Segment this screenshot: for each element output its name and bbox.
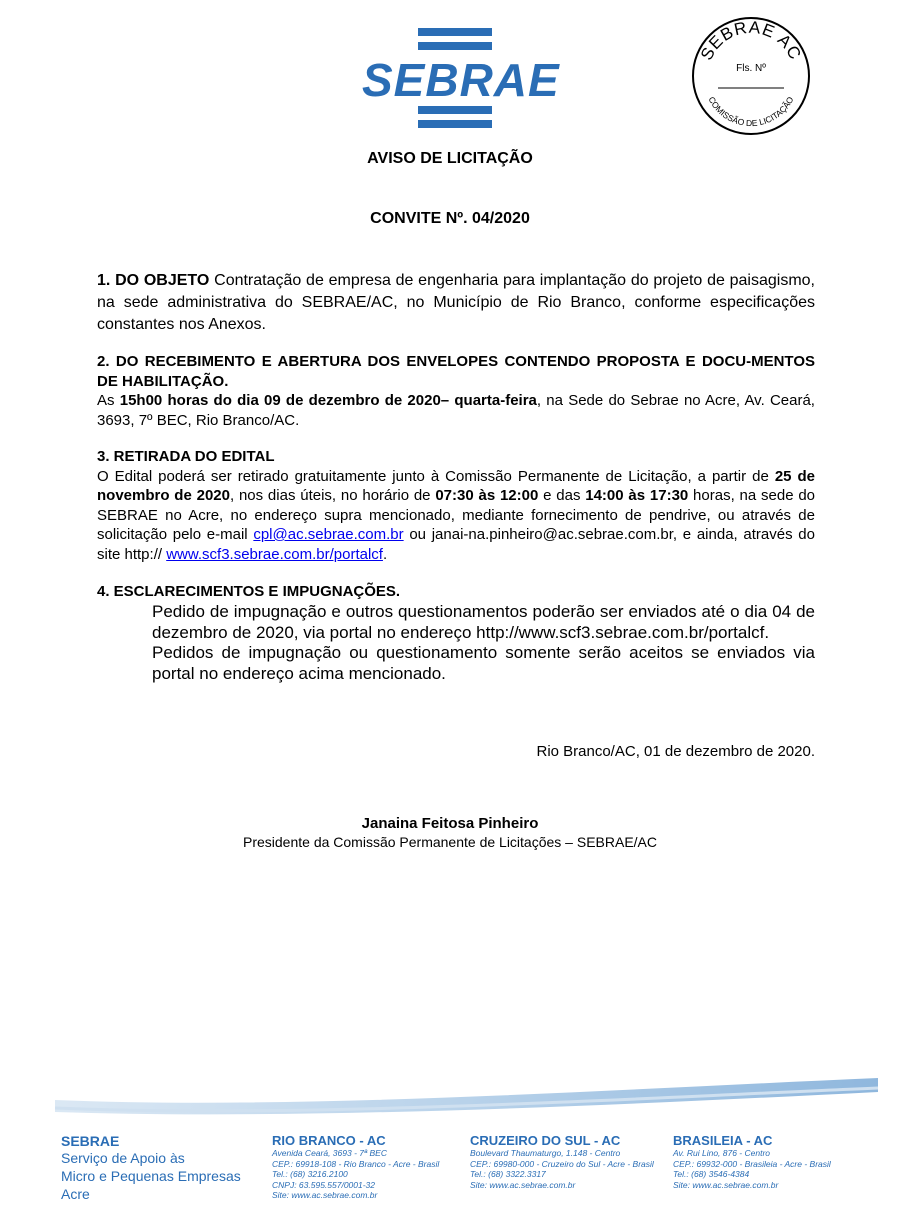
office-line: Boulevard Thaumaturgo, 1.148 - Centro bbox=[470, 1148, 621, 1158]
office-line: Av. Rui Lino, 876 - Centro bbox=[673, 1148, 771, 1158]
section-objeto bbox=[97, 270, 815, 336]
footer-office-rio-branco bbox=[272, 1133, 462, 1201]
section-retirada bbox=[97, 447, 815, 564]
text-span: , na Sede do Sebrae no Acre, Av. Ceará, 3693, 7º BEC, Rio Branco/AC. bbox=[97, 392, 815, 429]
page-title: AVISO DE LICITAÇÃO bbox=[367, 150, 533, 167]
logo-bar-top bbox=[418, 28, 492, 36]
text-span: As bbox=[97, 392, 120, 409]
logo-wordmark: SEBRAE bbox=[362, 54, 560, 106]
commission-stamp bbox=[690, 15, 812, 137]
footer-org-line: Acre bbox=[61, 1186, 90, 1202]
stamp-seal bbox=[690, 15, 812, 137]
text-span: . bbox=[382, 545, 388, 563]
logo-bar-3 bbox=[418, 106, 492, 114]
paragraph: Pedidos de impugnação ou questionamento somente serão aceitos se enviados via portal no endereço acima mencionado. bbox=[152, 643, 815, 683]
portal-link[interactable]: www.scf3.sebrae.com.br/portalcf bbox=[166, 545, 383, 563]
text-span: , nos dias úteis, no horário de bbox=[229, 487, 436, 504]
section-objeto-text: Contratação de empresa de engenharia para implantação do projeto de paisagismo, na sede administrativa do SEBRAE/AC, no Município de Rio Branco, conforme especificações constantes nos Anexos. bbox=[97, 272, 816, 333]
section-retirada-body bbox=[97, 467, 815, 565]
office-title: BRASILEIA - AC bbox=[673, 1133, 773, 1148]
stamp-top-text: SEBRAE AC bbox=[696, 17, 806, 64]
office-line: Tel.: (68) 3322.3317 bbox=[470, 1169, 546, 1179]
office-line: Avenida Ceará, 3693 - 7ª BEC bbox=[272, 1148, 387, 1158]
stamp-bottom-text: COMISSÃO DE LICITAÇÃO bbox=[706, 94, 796, 129]
bold-span: 15h00 horas do dia 09 de dezembro de 2020– quarta-feira bbox=[119, 392, 537, 409]
office-title: CRUZEIRO DO SUL - AC bbox=[470, 1133, 621, 1148]
paragraph: Pedido de impugnação e outros questionamentos poderão ser enviados até o dia 04 de dezembro de 2020, via portal no endereço http://www.scf3.sebrae.com.br/portalcf. bbox=[152, 602, 815, 642]
bold-span: 07:30 às 12:00 bbox=[435, 487, 539, 504]
footer-org bbox=[61, 1133, 261, 1203]
place-date: Rio Branco/AC, 01 de dezembro de 2020. bbox=[536, 743, 815, 760]
section-recebimento-heading: 2. DO RECEBIMENTO E ABERTURA DOS ENVELOPES CONTENDO PROPOSTA E DOCU-MENTOS DE HABILITAÇÃO. bbox=[97, 353, 815, 390]
section-esclarecimentos-heading bbox=[97, 582, 815, 602]
footer-org-title: SEBRAE bbox=[61, 1133, 120, 1149]
stamp-center-text: Fls. Nº bbox=[736, 63, 766, 74]
section-recebimento bbox=[97, 352, 815, 430]
text-span: e das bbox=[538, 487, 586, 504]
office-line: CEP.: 69918-108 - Rio Branco - Acre - Brasil bbox=[272, 1158, 440, 1169]
text-span: horas, na sede do SEBRAE no Acre, no endereço supra mencionado, mediante fornecimento de pendrive, ou através de solicitação pelo e-mail bbox=[97, 487, 816, 543]
office-line: CEP.: 69932-000 - Brasileia - Acre - Brasil bbox=[673, 1158, 831, 1169]
footer-office-cruzeiro bbox=[470, 1133, 670, 1190]
sebrae-logo bbox=[362, 28, 560, 128]
office-title: RIO BRANCO - AC bbox=[272, 1133, 386, 1148]
svg-text:SEBRAE AC bbox=[697, 18, 805, 64]
signatory-name: Janaina Feitosa Pinheiro bbox=[361, 815, 539, 832]
logo-bar-2 bbox=[418, 42, 492, 50]
office-line: CNPJ: 63.595.557/0001-32 bbox=[272, 1179, 376, 1190]
email-link[interactable]: cpl@ac.sebrae.com.br bbox=[253, 526, 404, 543]
office-line: Tel.: (68) 3546-4384 bbox=[673, 1169, 750, 1179]
office-line: CEP.: 69980-000 - Cruzeiro do Sul - Acre - Brasil bbox=[470, 1158, 654, 1169]
footer-wave bbox=[0, 1070, 900, 1130]
signatory-role: Presidente da Comissão Permanente de Licitações – SEBRAE/AC bbox=[243, 834, 657, 850]
section-esclarecimentos-body bbox=[152, 602, 815, 684]
section-heading: 4. ESCLARECIMENTOS E IMPUGNAÇÕES. bbox=[97, 583, 401, 600]
section-retirada-heading: 3. RETIRADA DO EDITAL bbox=[97, 448, 275, 465]
text-span: ou janai-na.pinheiro@ac.sebrae.com.br, e ainda, através do site http:// bbox=[97, 526, 815, 563]
bold-span: 14:00 às 17:30 bbox=[585, 487, 689, 504]
office-line: Site: www.ac.sebrae.com.br bbox=[272, 1190, 378, 1200]
office-line: Site: www.ac.sebrae.com.br bbox=[673, 1179, 779, 1190]
bold-span: 25 de novembro de 2020 bbox=[97, 467, 815, 504]
footer-org-line: Serviço de Apoio às bbox=[61, 1150, 185, 1166]
office-line: Tel.: (68) 3216.2100 bbox=[272, 1169, 348, 1179]
page-subtitle: CONVITE Nº. 04/2020 bbox=[370, 210, 530, 227]
footer-office-brasileia bbox=[673, 1133, 853, 1190]
footer-org-line: Micro e Pequenas Empresas bbox=[61, 1168, 241, 1184]
svg-text:COMISSÃO DE LICITAÇÃO bbox=[706, 95, 795, 129]
logo-bar-bottom bbox=[418, 120, 492, 128]
office-line: Site: www.ac.sebrae.com.br bbox=[470, 1179, 576, 1190]
section-recebimento-body bbox=[97, 391, 815, 430]
text-span: O Edital poderá ser retirado gratuitamente junto à Comissão Permanente de Licitação, a partir de bbox=[97, 467, 775, 485]
section-objeto-heading: 1. DO OBJETO bbox=[97, 272, 210, 289]
